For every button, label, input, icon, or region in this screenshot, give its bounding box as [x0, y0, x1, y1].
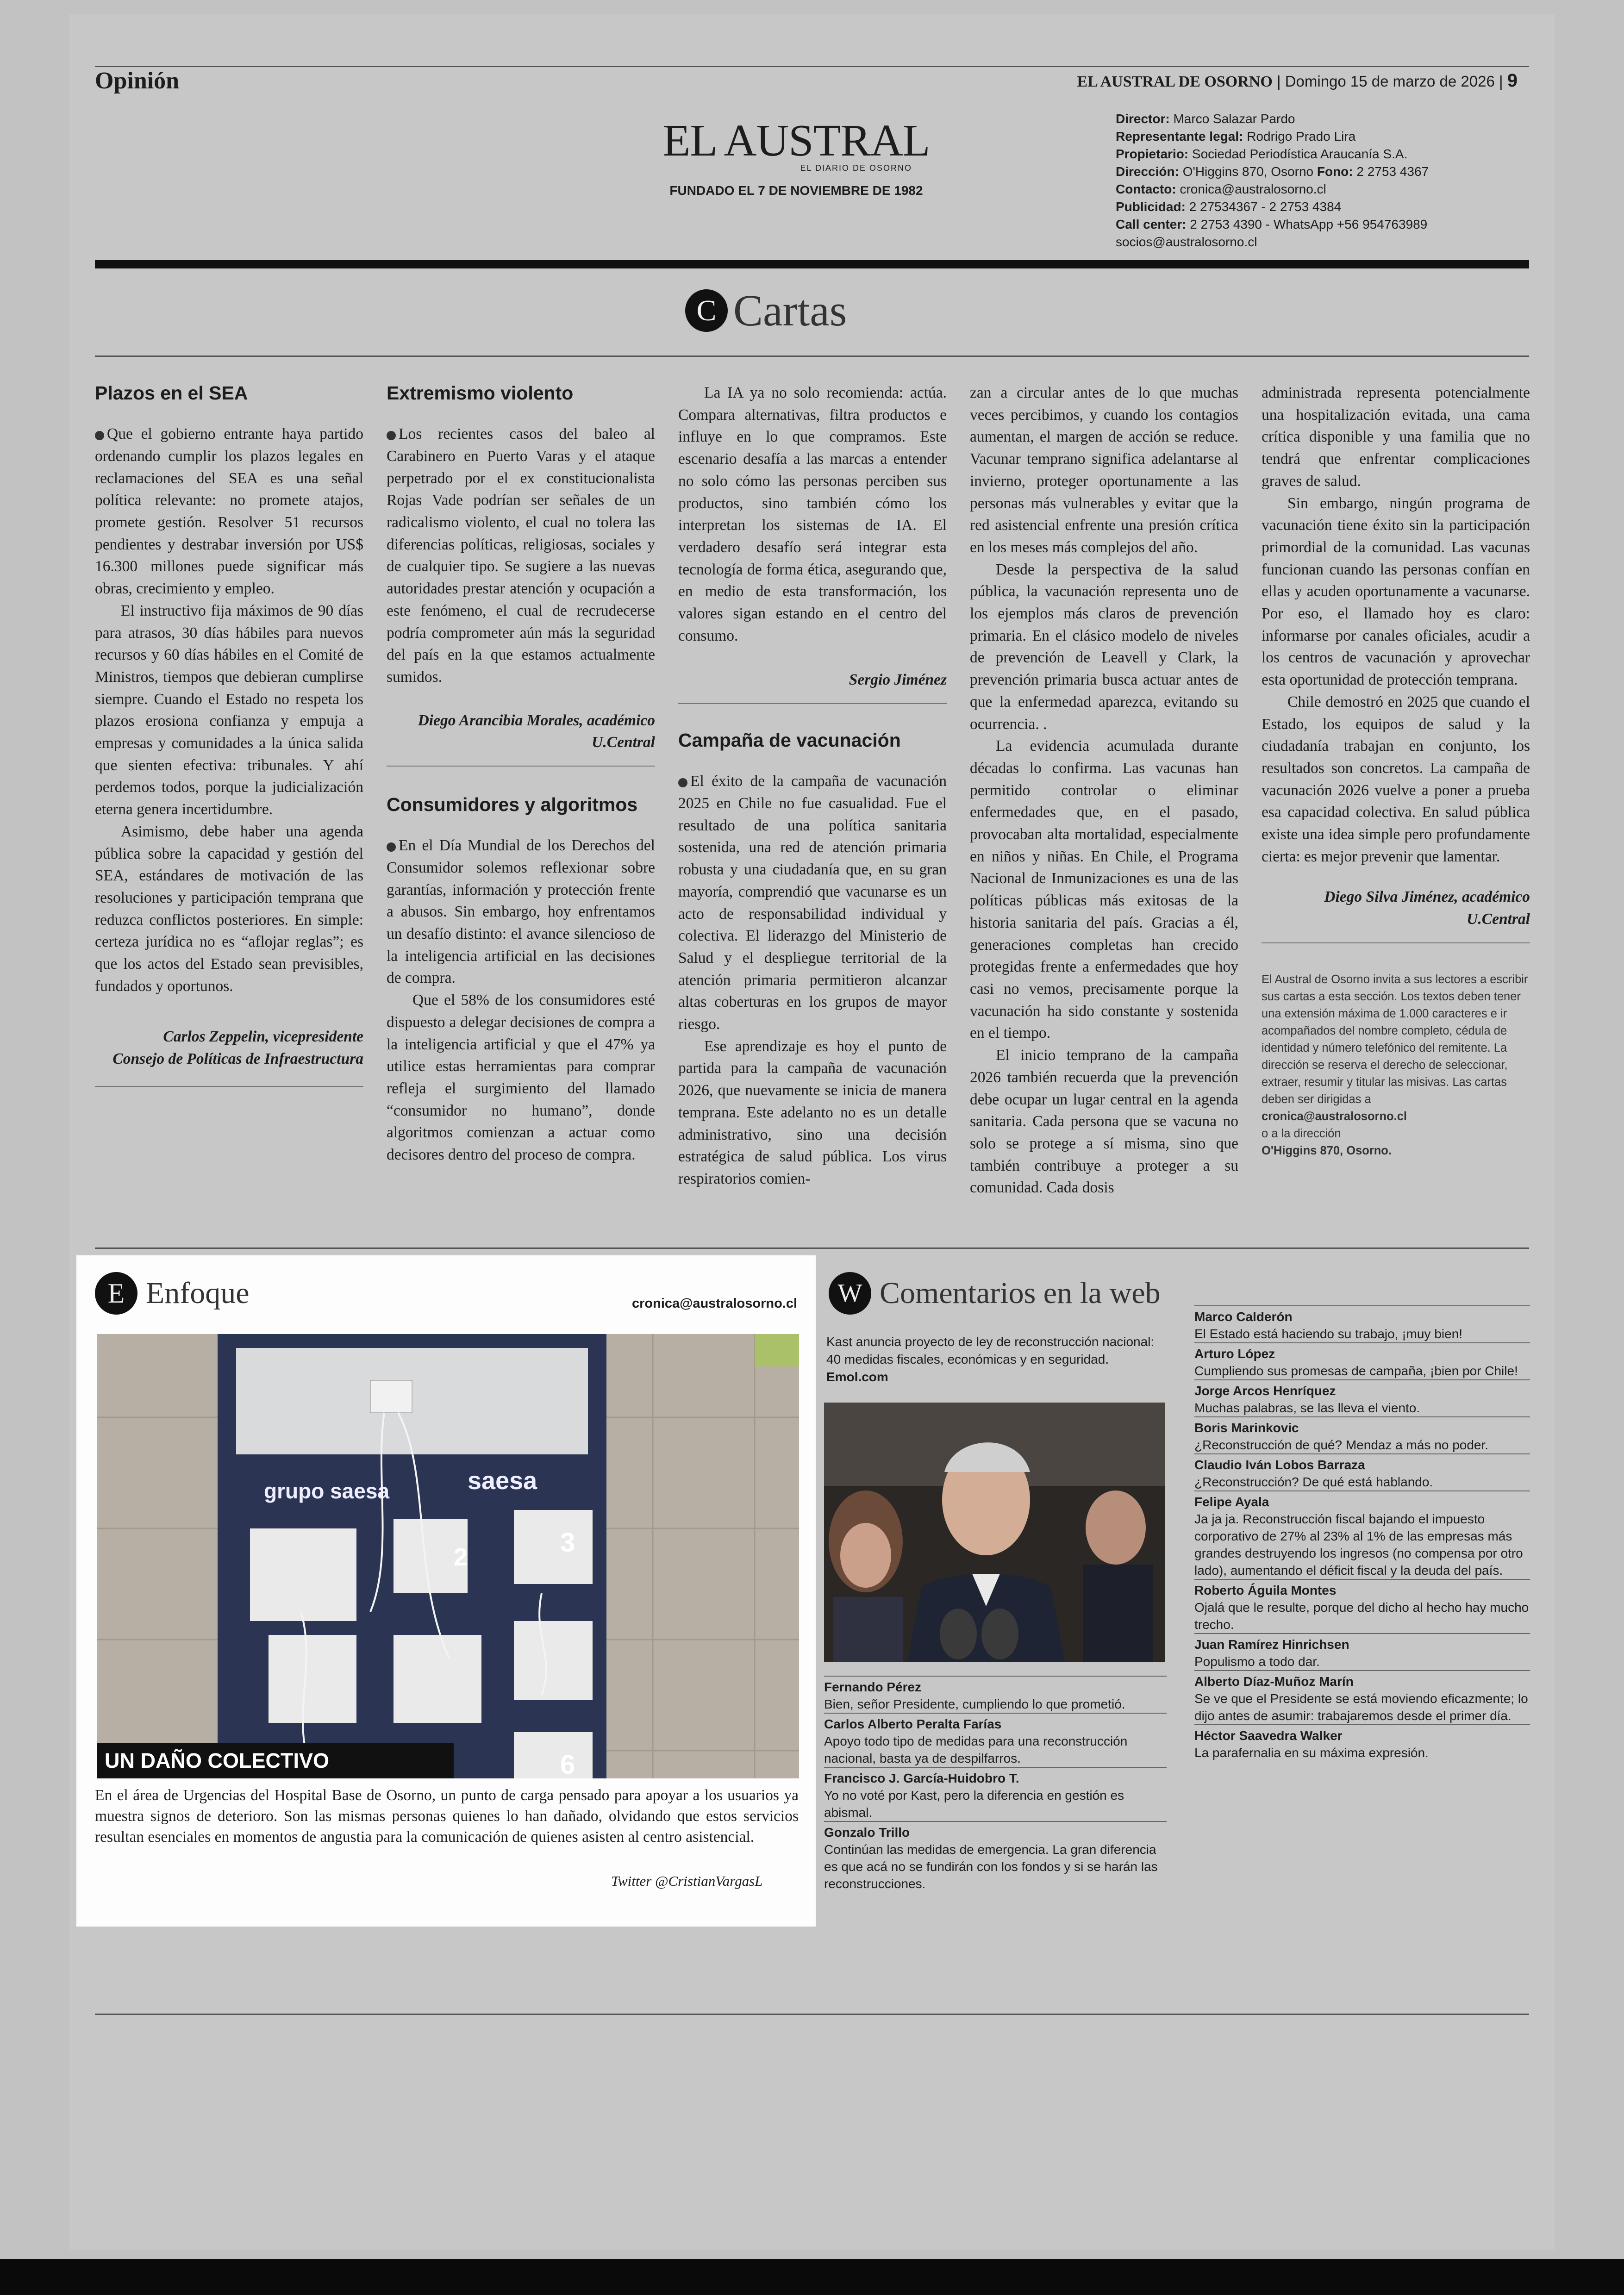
comment-item	[1194, 1453, 1530, 1491]
comment-author: Gonzalo Trillo	[824, 1825, 910, 1840]
letter-paragraph: La evidencia acumulada durante décadas lo confirma. Las vacunas han permitido controlar o eliminar enfermedades que, en el pasado, provocaban alta mortalidad, especialmente en niños y niñas. En Chile, el Programa Nacional de Inmunizaciones es una de las políticas públicas más exitosas de la historia sanitaria del país. Gracias a él, generaciones completas han crecido protegidas frente a enfermedades que hoy casi no vemos, precisamente porque la vacunación ha sido constante y sostenida en el tiempo.	[970, 737, 1238, 1042]
bottom-rule	[95, 2014, 1529, 2015]
column-divider	[387, 766, 655, 767]
letter-title-consumidores: Consumidores y algoritmos	[387, 794, 638, 816]
enfoque-email: cronica@australosorno.cl	[632, 1296, 798, 1311]
paper-name: EL AUSTRAL DE OSORNO	[1077, 73, 1273, 90]
issue-date: Domingo 15 de marzo de 2026	[1285, 73, 1495, 90]
comments-column-b	[1194, 1305, 1530, 1761]
kast-press-photo	[824, 1403, 1165, 1662]
comment-text: Apoyo todo tipo de medidas para una reconstrucción nacional, basta ya de despilfarros.	[824, 1734, 1128, 1765]
letter-paragraph: Ese aprendizaje es hoy el punto de partida para la campaña de vacunación 2026, que nuevamente se inicia de manera temprana. Este adelanto no es un detalle administrativo, sino una decisión estratégica de salud pública. Los virus respiratorios comien-	[678, 1037, 947, 1187]
comment-text: El Estado está haciendo su trabajo, ¡muy bien!	[1194, 1327, 1463, 1341]
credit-line: Contacto: cronica@australosorno.cl	[1116, 182, 1326, 196]
locker-number: 2	[454, 1543, 468, 1571]
top-rule	[95, 66, 1529, 67]
letter-column-1	[95, 382, 363, 1115]
photo-brand-text: grupo saesa	[264, 1479, 389, 1503]
comment-item	[1194, 1379, 1530, 1416]
comments-column-a	[824, 1676, 1167, 1892]
letter-paragraph: La IA ya no solo recomienda: actúa. Compara alternativas, filtra productos e influye en lo que compramos. Este escenario desafía a las marcas a entender no solo cómo las personas perciben sus productos, sino también cómo los interpretan los sistemas de IA. El verdadero desafío será integrar esta tecnología de forma ética, asegurando que, en medio de esta transformación, los valores sigan estando en el centro del consumo.	[678, 384, 947, 644]
comment-item	[1194, 1633, 1530, 1670]
letter-paragraph: En el Día Mundial de los Derechos del Consumidor solemos reflexionar sobre garantías, información y protección frente a abusos. Sin embargo, hoy enfrentamos un desafío distinto: el avance silencioso de la inteligencia artificial en las decisiones de compra.	[387, 837, 655, 987]
note-mid: o a la dirección	[1262, 1127, 1341, 1140]
letter-title-extremismo: Extremismo violento	[387, 382, 574, 404]
credit-line: Publicidad: 2 27534367 - 2 2753 4384	[1116, 200, 1342, 214]
letter-paragraph: Los recientes casos del baleo al Carabinero en Puerto Varas y el ataque perpetrado por el ex constitucionalista Rojas Vade podrían ser señales de un radicalismo violento, el cual no tolera las diferencias políticas, religiosas, sociales y de cualquier tipo. Se sugiere a las nuevas autoridades prestar atención y ocupación a este fenómeno, el cual de recrudecerse podría comprometer aún más la seguridad del país en la que estamos actualmente sumidos.	[387, 425, 655, 686]
comment-author: Alberto Díaz-Muñoz Marín	[1194, 1674, 1354, 1689]
comment-item	[1194, 1579, 1530, 1633]
comment-item	[824, 1676, 1167, 1713]
comment-text: Se ve que el Presidente se está moviendo eficazmente; lo dijo antes de asumir: trabajaremos desde el primer día.	[1194, 1691, 1528, 1723]
letter-paragraph: zan a circular antes de lo que muchas veces percibimos, y cuando los contagios aumentan, el margen de acción se reduce. Vacunar temprano significa adelantarse al invierno, proteger oportunamente a las personas más vulnerables y evitar que la red asistencial enfrente una presión crítica en los meses más complejos del año.	[970, 384, 1238, 556]
credit-line: Representante legal: Rodrigo Prado Lira	[1116, 129, 1356, 143]
comment-author: Héctor Saavedra Walker	[1194, 1728, 1343, 1743]
comment-text: Muchas palabras, se las lleva el viento.	[1194, 1401, 1420, 1415]
comment-author: Arturo López	[1194, 1347, 1275, 1361]
masthead	[653, 118, 940, 198]
comment-text: Ja ja ja. Reconstrucción fiscal bajando el impuesto corporativo de 27% al 23% al 1% de las empresas más grandes destruyendo los ingresos (no compensa por otro lado), aumentando el déficit fiscal y la deuda del país.	[1194, 1512, 1523, 1578]
web-title	[829, 1272, 1161, 1315]
comment-text: Bien, señor Presidente, cumpliendo lo que prometió.	[824, 1697, 1125, 1711]
comment-author: Fernando Pérez	[824, 1680, 922, 1694]
web-intro-source: Emol.com	[826, 1370, 888, 1384]
letter-paragraph: Chile demostró en 2025 que cuando el Estado, los equipos de salud y la ciudadanía trabajan en conjunto, los resultados son concretos. La campaña de vacunación 2026 vuelve a poner a prueba esa capacidad colectiva. En salud pública existe una idea simple pero profundamente cierta: es mejor prevenir que lamentar.	[1262, 693, 1530, 865]
credit-line: Propietario: Sociedad Periodística Araucanía S.A.	[1116, 147, 1408, 161]
enfoque-e-icon: E	[95, 1272, 137, 1315]
letter-signature: Diego Silva Jiménez, académico U.Central	[1324, 888, 1530, 928]
credit-line: Dirección: O'Higgins 870, Osorno Fono: 2 2753 4367	[1116, 164, 1429, 179]
bullet-icon	[95, 431, 104, 440]
letter-paragraph: Que el gobierno entrante haya partido ordenando cumplir los plazos legales en reclamaciones del SEA es una señal política relevante: no promete atajos, promete gestión. Resolver 51 recursos pendientes y destrabar inversión por US$ 16.300 millones puede significar más obras, crecimiento y empleo.	[95, 425, 363, 598]
letter-column-3	[678, 382, 947, 1190]
enfoque-caption: En el área de Urgencias del Hospital Base de Osorno, un punto de carga pensado para apoyar a los usuarios ya muestra signos de deterioro. Son las mismas personas quienes lo han dañado, olvidando que estos servicios resultan esenciales en momentos de angustia para la comunicación de quienes asisten al centro asistencial.	[95, 1787, 799, 1846]
newspaper-page	[69, 14, 1555, 2250]
comment-item	[824, 1713, 1167, 1767]
comment-author: Felipe Ayala	[1194, 1495, 1269, 1509]
bullet-icon	[387, 431, 396, 440]
letter-paragraph: administrada representa potencialmente una hospitalización evitada, una cama crítica disponible y una familia que no tendrá que enfrentar complicaciones graves de salud.	[1262, 384, 1530, 490]
comment-item	[824, 1767, 1167, 1821]
web-w-icon: W	[829, 1272, 871, 1315]
cartas-heading: Cartas	[733, 286, 847, 335]
letter-paragraph: Asimismo, debe haber una agenda pública sobre la capacidad y gestión del SEA, estándares de motivación de las resoluciones y participación temprana que reduzca conflictos posteriores. En simple: certeza jurídica no es “aflojar reglas”; es que los actos del Estado sean previsibles, fundados y oportunos.	[95, 823, 363, 995]
letter-paragraph: Sin embargo, ningún programa de vacunación tiene éxito sin la participación primordial de la comunidad. Las vacunas funcionan cuando las personas confían en ellas y acuden oportunamente a vacunarse. Por eso, el llamado hoy es claro: informarse por canales oficiales, acudir a los centros de vacunación y aprovechar esta oportunidad de protección temprana.	[1262, 494, 1530, 689]
masthead-tagline: EL DIARIO DE OSORNO	[800, 163, 912, 173]
note-email: cronica@australosorno.cl	[1262, 1110, 1407, 1123]
comment-item	[1194, 1342, 1530, 1379]
letter-paragraph: El éxito de la campaña de vacunación 2025 en Chile no fue casualidad. Fue el resultado de una política sanitaria sostenida, una red de atención primaria robusta y una ciudadanía que, en su gran mayoría, comprendió que vacunarse es un acto de responsabilidad individual y colectiva. El liderazgo del Ministerio de Salud y el despliegue territorial de la atención primaria permitieron alcanzar altas coberturas en los grupos de mayor riesgo.	[678, 773, 947, 1033]
comment-author: Boris Marinkovic	[1194, 1421, 1299, 1435]
comment-text: La parafernalia en su máxima expresión.	[1194, 1746, 1429, 1760]
locker-number: 3	[560, 1528, 575, 1558]
letter-paragraph: El instructivo fija máximos de 90 días para atrasos, 30 días hábiles para nuevos recursos y 60 días hábiles en el Comité de Ministros, tiempos que debieran cumplirse siempre. Cuando el Estado no respeta los plazos erosiona confianza y empuja a empresas y comunidades a la única salida que sienten efectiva: tribunales. Y ahí perdemos todos, porque la judicialización eterna genera incertidumbre.	[95, 602, 363, 818]
letter-signature: Carlos Zeppelin, vicepresidente Consejo de Políticas de Infraestructura	[112, 1028, 363, 1068]
comment-author: Claudio Iván Lobos Barraza	[1194, 1458, 1365, 1472]
letter-signature: Diego Arancibia Morales, académico U.Central	[418, 711, 655, 751]
comment-text: ¿Reconstrucción de qué? Mendaz a más no poder.	[1194, 1438, 1489, 1452]
column-divider	[1262, 942, 1530, 943]
masthead-bar	[95, 260, 1529, 268]
web-heading: Comentarios en la web	[880, 1276, 1161, 1310]
bullet-icon	[387, 842, 396, 852]
comment-text: Yo no voté por Kast, pero la diferencia en gestión es abismal.	[824, 1788, 1124, 1820]
column-divider	[95, 1086, 363, 1087]
note-address: O'Higgins 870, Osorno.	[1262, 1144, 1392, 1157]
credit-line: socios@australosorno.cl	[1116, 235, 1257, 249]
letter-signature: Sergio Jiménez	[849, 671, 947, 689]
letter-title-sea: Plazos en el SEA	[95, 382, 248, 404]
comment-text: Continúan las medidas de emergencia. La gran diferencia es que acá no se fundirán con los fondos y si se harán las reconstrucciones.	[824, 1842, 1158, 1891]
letter-paragraph: Desde la perspectiva de la salud pública, la vacunación representa uno de los ejemplos más claros de prevención primaria. En el clásico modelo de niveles de prevención de Leavell y Clark, la prevención primaria busca actuar antes de que la enfermedad aparezca, evitando su ocurrencia. .	[970, 561, 1238, 733]
comment-item	[1194, 1724, 1530, 1761]
bottom-bar	[0, 2259, 1624, 2295]
letter-paragraph: El inicio temprano de la campaña 2026 también recuerda que la prevención debe ocupar un lugar central en la agenda sanitaria. Cada persona que se vacuna no solo se protege a sí misma, sino que también contribuye a proteger a su comunidad. Cada dosis	[970, 1047, 1238, 1197]
photo-brand-text-2: saesa	[468, 1467, 537, 1495]
comment-text: ¿Reconstrucción? De qué está hablando.	[1194, 1475, 1433, 1489]
credit-line: Director: Marco Salazar Pardo	[1116, 112, 1295, 126]
cartas-c-icon: C	[685, 289, 728, 332]
page-number: 9	[1507, 70, 1518, 91]
comment-item	[1194, 1670, 1530, 1724]
letter-paragraph: Que el 58% de los consumidores esté dispuesto a delegar decisiones de compra a la inteligencia artificial y que el 47% ya utilice estas herramientas para comprar refleja el surgimiento del llamado “consumidor no humano”, donde algoritmos comienzan a actuar como decisores dentro del proceso de compra.	[387, 992, 655, 1164]
cartas-title	[685, 285, 847, 336]
comment-author: Francisco J. García-Huidobro T.	[824, 1771, 1019, 1785]
comment-author: Marco Calderón	[1194, 1310, 1293, 1324]
comment-item	[824, 1821, 1167, 1892]
comment-author: Jorge Arcos Henríquez	[1194, 1384, 1336, 1398]
charging-station-photo	[97, 1334, 799, 1778]
enfoque-headline: UN DAÑO COLECTIVO	[97, 1743, 454, 1778]
comment-item	[1194, 1491, 1530, 1579]
letter-column-5	[1262, 382, 1530, 1160]
locker-number: 6	[560, 1750, 575, 1778]
comment-text: Populismo a todo dar.	[1194, 1654, 1320, 1669]
section-label: Opinión	[95, 68, 180, 94]
comment-item	[1194, 1305, 1530, 1342]
comment-author: Juan Ramírez Hinrichsen	[1194, 1637, 1349, 1652]
enfoque-heading: Enfoque	[146, 1276, 250, 1310]
staff-credits	[1116, 110, 1486, 251]
enfoque-title	[95, 1272, 250, 1315]
comment-text: Cumpliendo sus promesas de campaña, ¡bien por Chile!	[1194, 1364, 1518, 1378]
masthead-founded: FUNDADO EL 7 DE NOVIEMBRE DE 1982	[669, 183, 923, 198]
column-divider	[678, 703, 947, 704]
submission-note: El Austral de Osorno invita a sus lectores a escribir sus cartas a esta sección. Los textos deben tener una extensión máxima de 1.000 caracteres e ir acompañados del nombre completo, cédula de identidad y número telefónico del remitente. La dirección se reserva el derecho de seleccionar, extraer, resumir y titular las misivas. Las cartas deben ser dirigidas a cronica@australosorno.cl o a la dirección O'Higgins 870, Osorno.	[1262, 973, 1528, 1157]
enfoque-credit: Twitter @CristianVargasL	[611, 1873, 763, 1889]
masthead-name: EL AUSTRAL	[662, 116, 930, 166]
folio: EL AUSTRAL DE OSORNO | Domingo 15 de marzo de 2026 | 9	[1077, 70, 1518, 91]
comment-item	[1194, 1416, 1530, 1453]
letter-column-2	[387, 382, 655, 1166]
comment-text: Ojalá que le resulte, porque del dicho al hecho hay mucho trecho.	[1194, 1600, 1529, 1632]
web-intro: Kast anuncia proyecto de ley de reconstrucción nacional: 40 medidas fiscales, económicas y en seguridad. Emol.com	[826, 1335, 1155, 1384]
cartas-rule	[95, 355, 1529, 357]
letter-column-4	[970, 382, 1238, 1199]
credit-line: Call center: 2 2753 4390 - WhatsApp +56 954763989	[1116, 217, 1428, 231]
letter-title-vacunacion: Campaña de vacunación	[678, 730, 901, 751]
comment-author: Roberto Águila Montes	[1194, 1583, 1337, 1597]
comment-author: Carlos Alberto Peralta Farías	[824, 1717, 1002, 1731]
bullet-icon	[678, 778, 687, 787]
cartas-bottom-rule	[95, 1247, 1529, 1249]
